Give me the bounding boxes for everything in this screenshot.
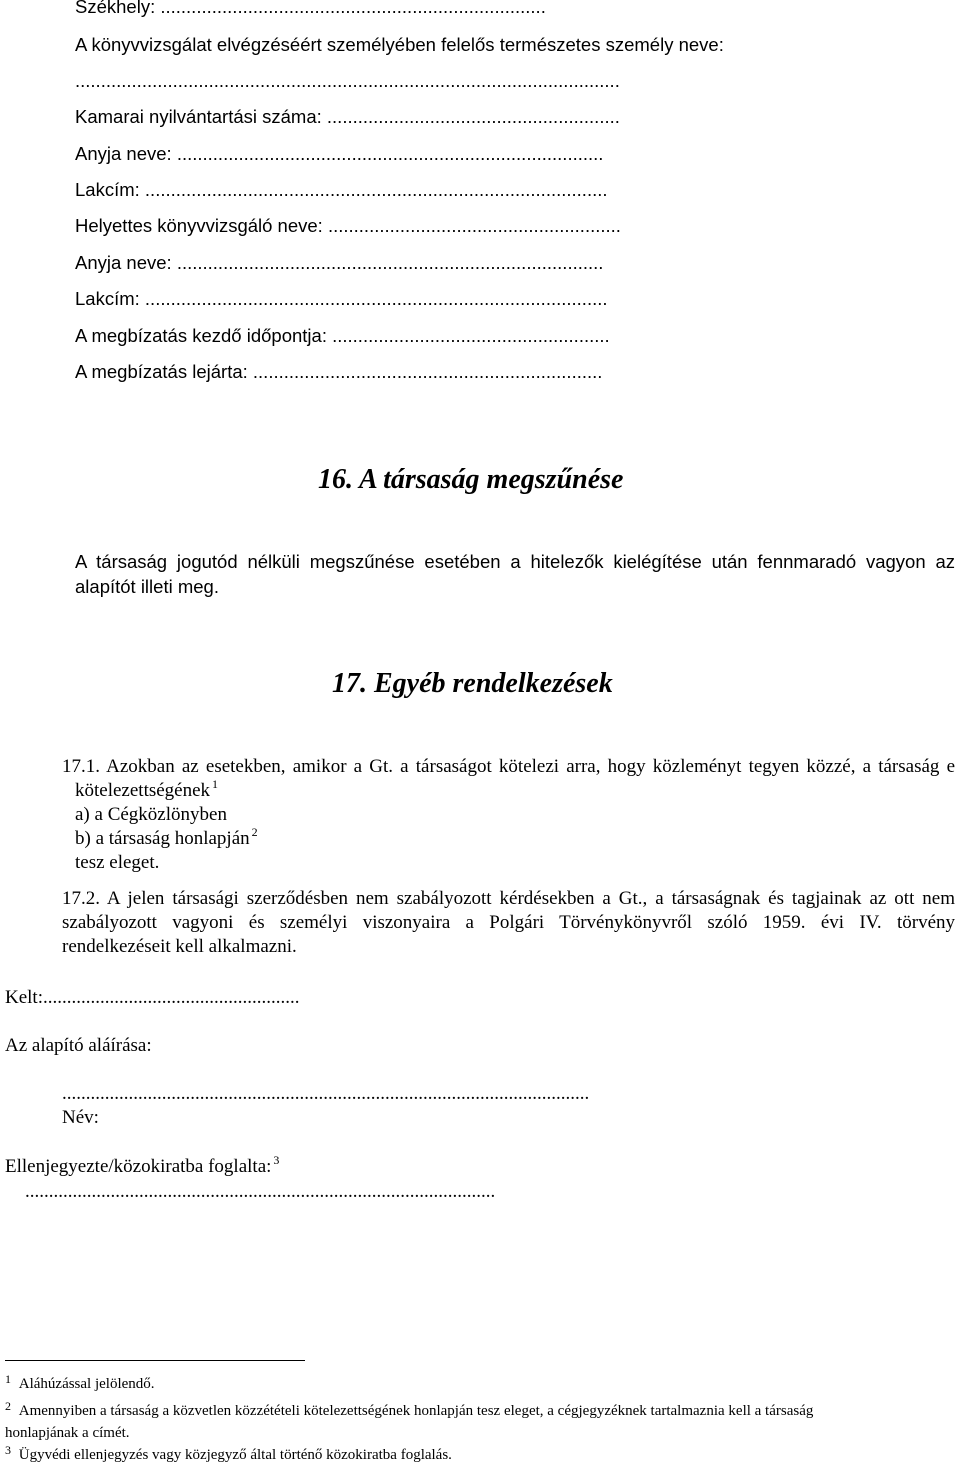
field-mother-name-2: Anyja neve: ...................................................................................: [75, 252, 604, 273]
section-17-2-line-3: rendelkezéseit kell alkalmazni.: [62, 936, 297, 957]
field-auditor-name-label: A könyvvizsgálat elvégzéséért személyében felelős természetes személy neve:: [75, 34, 724, 55]
section-17-1-option-a: a) a Cégközlönyben: [75, 804, 227, 825]
footnote-2-number: 2: [5, 1399, 11, 1413]
section-17-2-line-1: 17.2. A jelen társasági szerződésben nem szabályozott kérdésekben a Gt., a társaságnak és tagjainak az ott nem: [62, 888, 955, 909]
signature-label: Az alapító aláírása:: [5, 1035, 152, 1056]
field-address-2: Lakcím: ..........................................................................................: [75, 288, 608, 309]
field-auditor-name-dots: ..........................................................................................................: [75, 70, 620, 91]
signature-dots: ...............................................................................................................: [62, 1083, 590, 1104]
footnote-2-text-line-1: Amennyiben a társaság a közvetlen közzétételi kötelezettségének honlapján tesz eleget, a cégjegyzéknek tartalmaznia kell a társaság: [18, 1403, 814, 1419]
footnote-ref-2: 2: [251, 825, 258, 839]
section-16-body-line-2: alapítót illeti meg.: [75, 576, 219, 597]
field-seat: Székhely: ...........................................................................: [75, 0, 546, 17]
section-17-1-option-b: b) a társaság honlapján $^2$: [75, 825, 258, 849]
section-17-1-line-1: 17.1. Azokban az esetekben, amikor a Gt. a társaságot kötelezi arra, hogy közleményt tegyen közzé, a társaság e: [62, 756, 955, 777]
countersign-label: Ellenjegyezte/közokiratba foglalta: $^3$: [5, 1153, 280, 1177]
footnote-3: [5, 1443, 452, 1464]
footnote-ref-3: 3: [273, 1153, 280, 1167]
section-17-2-line-2: szabályozott vagyoni és személyi viszonyaira a Polgári Törvénykönyvről szóló 1959. évi IV. törvény: [62, 912, 955, 933]
section-17-1-end: tesz eleget.: [75, 852, 160, 873]
footnote-1: [5, 1372, 155, 1393]
field-address-1: Lakcím: ..........................................................................................: [75, 179, 608, 200]
countersign-dots: ...................................................................................................: [25, 1181, 496, 1202]
field-chamber-number: Kamarai nyilvántartási száma: .........................................................: [75, 106, 620, 127]
footnote-1-text: Aláhúzással jelölendő.: [18, 1376, 155, 1392]
footnote-ref-1: 1: [212, 777, 219, 791]
footnote-2: [5, 1399, 814, 1420]
field-mandate-end: A megbízatás lejárta: ....................................................................: [75, 361, 603, 382]
field-mother-name-1: Anyja neve: ...................................................................................: [75, 143, 604, 164]
field-deputy-auditor-name: Helyettes könyvvizsgáló neve: .........................................................: [75, 215, 621, 236]
kelt-line: Kelt:......................................................: [5, 987, 300, 1008]
footnote-separator: [5, 1360, 305, 1361]
footnote-2-text-line-2: honlapjának a címét.: [5, 1425, 130, 1441]
footnote-3-number: 3: [5, 1443, 11, 1457]
section-17-heading: 17. Egyéb rendelkezések: [332, 668, 613, 699]
field-mandate-start: A megbízatás kezdő időpontja: ......................................................: [75, 325, 610, 346]
section-16-heading: 16. A társaság megszűnése: [318, 464, 624, 495]
footnote-3-text: Ügyvédi ellenjegyzés vagy közjegyző által történő közokiratba foglalás.: [18, 1447, 452, 1463]
section-16-body-line-1: A társaság jogutód nélküli megszűnése esetében a hitelezők kielégítése után fennmaradó vagyon az: [75, 551, 955, 572]
footnote-1-number: 1: [5, 1372, 11, 1386]
section-17-1-line-2: kötelezettségének $^1$: [75, 777, 219, 801]
name-label: Név:: [62, 1107, 99, 1128]
